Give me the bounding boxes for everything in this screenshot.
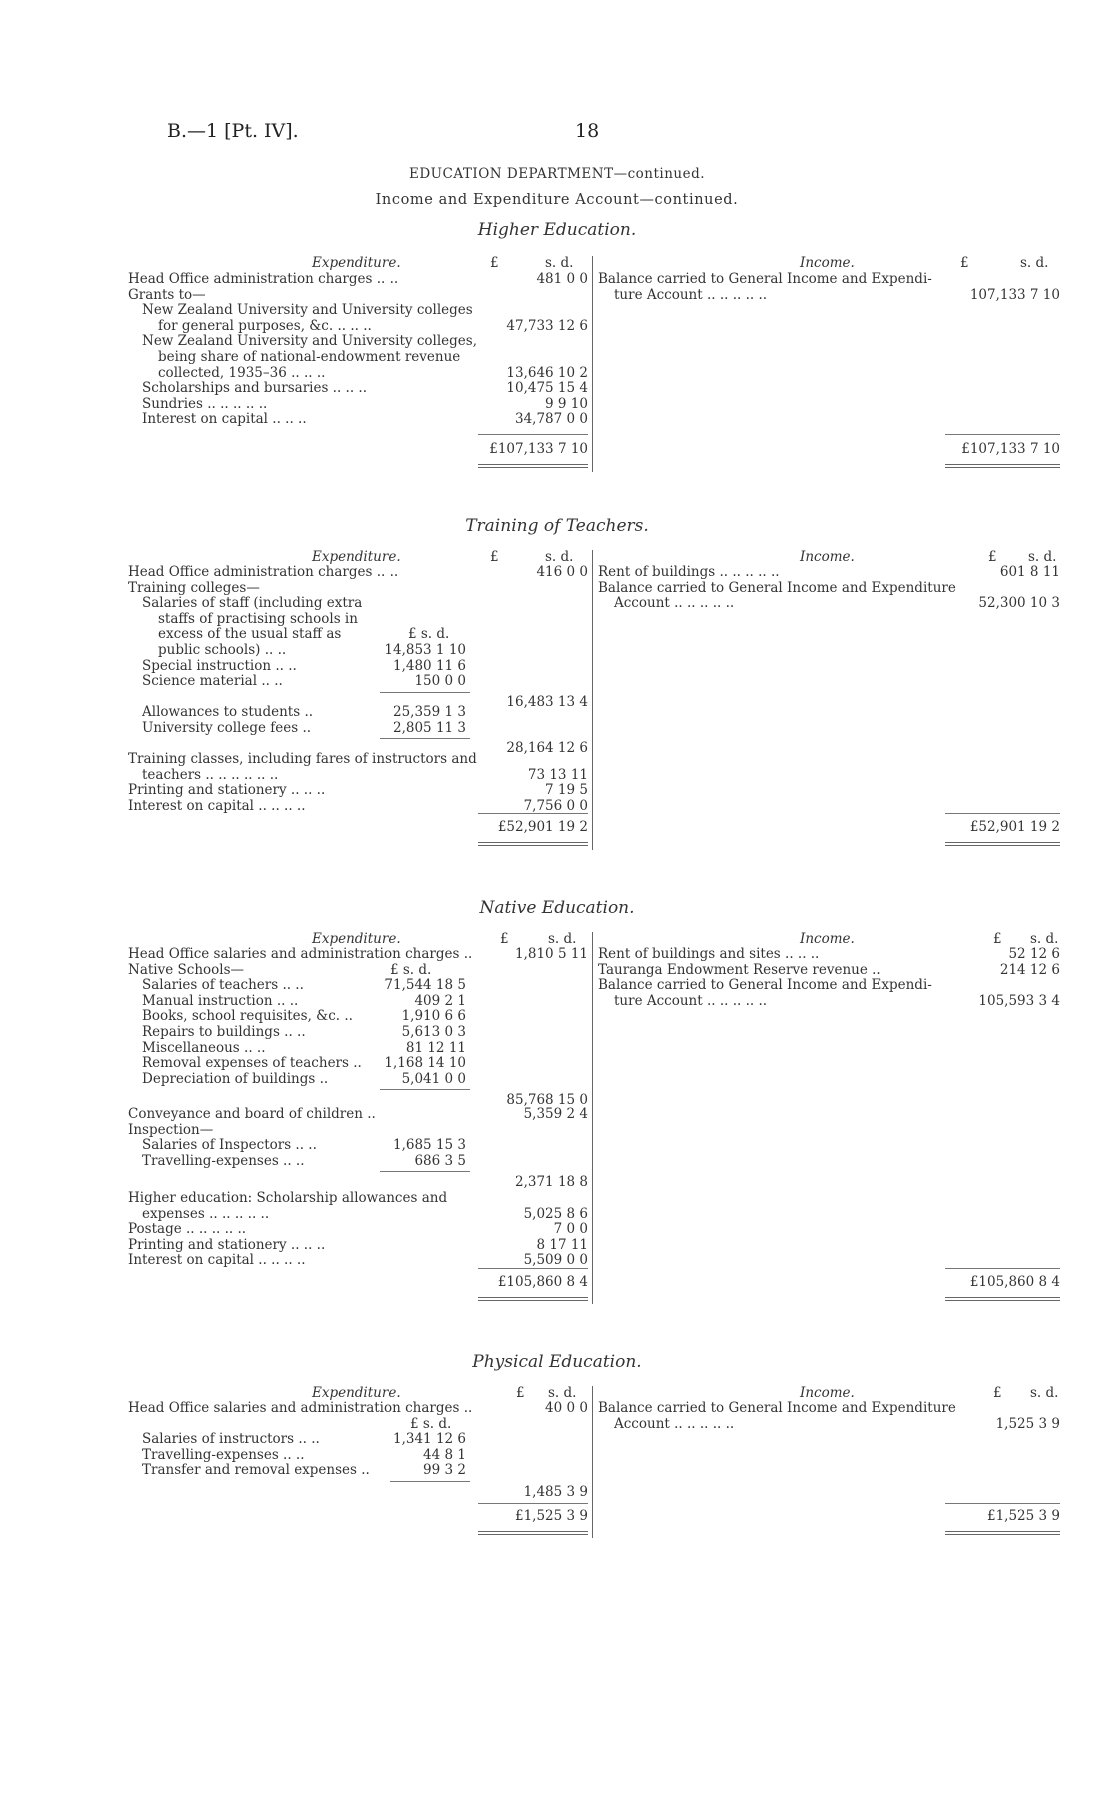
income-heading: Income. <box>800 549 855 565</box>
line-amount: 52 12 6 <box>1008 946 1060 962</box>
currency-sd: s. d. <box>548 1385 577 1401</box>
line-label: Books, school requisites, &c. .. <box>142 1008 353 1025</box>
line-amount: 1,910 6 6 <box>401 1008 466 1025</box>
line-label: Balance carried to General Income and Expendi- <box>598 977 932 994</box>
rule <box>945 1503 1060 1504</box>
expenditure-lines <box>128 565 588 825</box>
income-total: £1,525 3 9 <box>987 1508 1060 1524</box>
currency-pound: £ <box>490 549 499 565</box>
line-label: Native Schools— <box>128 961 245 978</box>
line-label: ture Account .. .. .. .. .. <box>614 286 768 303</box>
income-heading: Income. <box>800 1385 855 1401</box>
expenditure-lines <box>128 1401 588 1501</box>
line-amount: 47,733 12 6 <box>506 317 588 334</box>
line-amount: 71,544 18 5 <box>384 977 466 994</box>
line-label: Account .. .. .. .. .. <box>614 595 735 612</box>
line-label: Account .. .. .. .. .. <box>614 1415 735 1432</box>
line-label: excess of the usual staff as <box>158 626 342 643</box>
subtotal: 28,164 12 6 <box>506 740 588 756</box>
expenditure-heading: Expenditure. <box>312 255 401 271</box>
line-label: staffs of practising schools in <box>158 610 358 627</box>
line-label: Conveyance and board of children .. <box>128 1106 376 1122</box>
currency-pound: £ <box>516 1385 525 1401</box>
rule <box>380 692 470 693</box>
income-total: £52,901 19 2 <box>969 819 1060 835</box>
line-label: New Zealand University and University colleges, <box>142 333 477 350</box>
line-amount: 150 0 0 <box>414 673 466 690</box>
currency-sd: s. d. <box>1030 1385 1059 1401</box>
subtotal: 2,371 18 8 <box>515 1174 588 1190</box>
income-total: £107,133 7 10 <box>961 441 1060 457</box>
line-label: Travelling-expenses .. .. <box>142 1152 305 1169</box>
line-amount: 105,593 3 4 <box>978 992 1060 1009</box>
line-label: Training classes, including fares of instructors and <box>128 751 477 767</box>
line-label: collected, 1935–36 .. .. .. <box>158 364 326 381</box>
line-label: Printing and stationery .. .. .. <box>128 782 326 799</box>
line-amount: 5,613 0 3 <box>401 1024 466 1040</box>
line-amount: 5,509 0 0 <box>523 1252 588 1269</box>
line-label: Miscellaneous .. .. <box>142 1039 266 1056</box>
currency-pound: £ <box>993 931 1002 947</box>
double-rule <box>478 464 588 468</box>
double-rule <box>478 1531 588 1535</box>
line-label: Head Office salaries and administration charges .. <box>128 946 473 962</box>
line-label: public schools) .. .. <box>158 642 287 658</box>
line-amount: 73 13 11 <box>527 766 588 783</box>
line-label: Printing and stationery .. .. .. <box>128 1236 326 1253</box>
line-amount: 40 0 0 <box>545 1400 588 1416</box>
double-rule <box>945 1531 1060 1535</box>
line-label: Salaries of staff (including extra <box>142 595 363 612</box>
line-label: Balance carried to General Income and Expenditure <box>598 579 956 596</box>
line-label: Balance carried to General Income and Expendi- <box>598 271 932 287</box>
line-label: Head Office salaries and administration charges .. <box>128 1400 473 1416</box>
expenditure-lines <box>128 947 588 1267</box>
line-amount: 481 0 0 <box>536 271 588 287</box>
line-amount: 5,025 8 6 <box>523 1205 588 1222</box>
double-rule <box>945 842 1060 846</box>
line-label: Scholarships and bursaries .. .. .. <box>142 380 368 397</box>
line-amount: 2,805 11 3 <box>393 720 466 736</box>
line-label: Head Office administration charges .. .. <box>128 271 399 287</box>
income-heading: Income. <box>800 255 855 271</box>
double-rule <box>478 842 588 846</box>
line-label: New Zealand University and University colleges <box>142 302 473 319</box>
line-label: Interest on capital .. .. .. .. <box>128 1252 306 1269</box>
currency-sd: s. d. <box>1020 255 1049 271</box>
rule <box>945 1268 1060 1269</box>
line-label: Special instruction .. .. <box>142 657 297 674</box>
rule <box>380 738 470 739</box>
line-amount: 13,646 10 2 <box>506 364 588 381</box>
currency-sd: s. d. <box>545 549 574 565</box>
line-label: Salaries of teachers .. .. <box>142 977 304 994</box>
line-amount: 1,341 12 6 <box>393 1431 466 1448</box>
rule <box>478 434 588 435</box>
line-label: Grants to— <box>128 286 206 303</box>
rule <box>380 1171 470 1172</box>
column-divider <box>592 256 593 472</box>
line-label: Salaries of Inspectors .. .. <box>142 1137 317 1154</box>
section-title: Training of Teachers. <box>465 516 649 536</box>
line-label: Rent of buildings .. .. .. .. .. <box>598 564 780 580</box>
section-title: Native Education. <box>479 898 635 918</box>
currency-pound: £ <box>500 931 509 947</box>
line-label: being share of national-endowment revenue <box>158 349 461 365</box>
section-title: Higher Education. <box>477 220 637 240</box>
currency-sd: s. d. <box>1030 931 1059 947</box>
line-label: ture Account .. .. .. .. .. <box>614 992 768 1009</box>
column-divider <box>592 550 593 850</box>
line-label: Rent of buildings and sites .. .. .. <box>598 946 820 962</box>
currency-pound: £ <box>993 1385 1002 1401</box>
line-label: Sundries .. .. .. .. .. <box>142 395 268 412</box>
line-amount: 10,475 15 4 <box>506 380 588 397</box>
currency-pound: £ <box>960 255 969 271</box>
line-label: Postage .. .. .. .. .. <box>128 1221 247 1238</box>
rule <box>945 813 1060 814</box>
line-label: Allowances to students .. <box>142 704 314 721</box>
column-divider <box>592 1386 593 1538</box>
expenditure-heading: Expenditure. <box>312 1385 401 1401</box>
subtotal: 85,768 15 0 <box>506 1092 588 1108</box>
expenditure-total: £1,525 3 9 <box>515 1508 588 1524</box>
line-label: Removal expenses of teachers .. <box>142 1055 362 1072</box>
section-title: Physical Education. <box>472 1352 642 1372</box>
page-reference: B.—1 [Pt. IV]. <box>167 120 299 142</box>
line-label: Training colleges— <box>128 579 260 596</box>
expenditure-heading: Expenditure. <box>312 931 401 947</box>
double-rule <box>478 1297 588 1301</box>
currency-sd: s. d. <box>548 931 577 947</box>
line-amount: 1,168 14 10 <box>384 1055 466 1072</box>
line-label: for general purposes, &c. .. .. .. <box>158 317 372 334</box>
currency-pound: £ <box>490 255 499 271</box>
line-amount: 8 17 11 <box>536 1236 588 1253</box>
line-label: Interest on capital .. .. .. .. <box>128 797 306 814</box>
line-amount: 686 3 5 <box>414 1152 466 1169</box>
line-label: Head Office administration charges .. .. <box>128 564 399 580</box>
line-label: Interest on capital .. .. .. <box>142 411 307 428</box>
line-amount: 214 12 6 <box>999 961 1060 978</box>
rule <box>478 1268 588 1269</box>
line-amount: 1,685 15 3 <box>393 1137 466 1154</box>
subtotal: 1,485 3 9 <box>523 1484 588 1500</box>
expenditure-total: £52,901 19 2 <box>497 819 588 835</box>
double-rule <box>945 464 1060 468</box>
sub-currency: £ s. d. <box>408 626 450 643</box>
currency-sd: s. d. <box>545 255 574 271</box>
currency-sd: s. d. <box>1028 549 1057 565</box>
line-label: Manual instruction .. .. <box>142 992 299 1009</box>
currency-pound: £ <box>988 549 997 565</box>
line-amount: 52,300 10 3 <box>978 595 1060 612</box>
line-amount: 1,810 5 11 <box>515 946 588 962</box>
line-amount: 1,480 11 6 <box>393 657 466 674</box>
line-amount: 409 2 1 <box>414 992 466 1009</box>
line-amount: 5,359 2 4 <box>523 1106 588 1122</box>
expenditure-total: £105,860 8 4 <box>497 1274 588 1290</box>
line-amount: 601 8 11 <box>999 564 1060 580</box>
line-label: Travelling-expenses .. .. <box>142 1446 305 1463</box>
column-divider <box>592 932 593 1304</box>
line-label: Depreciation of buildings .. <box>142 1070 329 1087</box>
expenditure-heading: Expenditure. <box>312 549 401 565</box>
line-amount: 81 12 11 <box>405 1039 466 1056</box>
rule <box>380 1089 470 1090</box>
income-heading: Income. <box>800 931 855 947</box>
line-amount: 25,359 1 3 <box>393 704 466 721</box>
line-amount: 1,525 3 9 <box>995 1415 1060 1432</box>
line-label: Transfer and removal expenses .. <box>142 1462 370 1479</box>
page-number: 18 <box>575 120 600 142</box>
rule <box>478 813 588 814</box>
line-amount: 34,787 0 0 <box>515 411 588 428</box>
line-amount: 9 9 10 <box>545 395 588 412</box>
account-title: Income and Expenditure Account—continued. <box>375 192 739 208</box>
line-amount: 14,853 1 10 <box>384 642 466 658</box>
line-amount: 5,041 0 0 <box>401 1070 466 1087</box>
expenditure-total: £107,133 7 10 <box>489 441 588 457</box>
rule <box>390 1481 470 1482</box>
line-amount: 44 8 1 <box>423 1446 466 1463</box>
line-label: Higher education: Scholarship allowances and <box>128 1190 448 1206</box>
line-label: Tauranga Endowment Reserve revenue .. <box>598 961 881 978</box>
sub-currency: £ s. d. <box>390 961 432 978</box>
line-label: University college fees .. <box>142 720 312 736</box>
line-amount: 7 0 0 <box>553 1221 588 1238</box>
rule <box>478 1503 588 1504</box>
double-rule <box>945 1297 1060 1301</box>
line-label: Salaries of instructors .. .. <box>142 1431 320 1448</box>
line-label: teachers .. .. .. .. .. .. <box>142 766 279 783</box>
line-amount: 7,756 0 0 <box>523 797 588 814</box>
department-title: EDUCATION DEPARTMENT—continued. <box>408 166 706 182</box>
line-amount: 416 0 0 <box>536 564 588 580</box>
line-amount: 99 3 2 <box>423 1462 466 1479</box>
subtotal: 16,483 13 4 <box>506 694 588 710</box>
line-label: Repairs to buildings .. .. <box>142 1024 306 1040</box>
line-label: Balance carried to General Income and Expenditure <box>598 1400 956 1416</box>
line-label: Science material .. .. <box>142 673 283 690</box>
sub-currency: £ s. d. <box>410 1415 452 1432</box>
line-amount: 7 19 5 <box>545 782 588 799</box>
line-label: Inspection— <box>128 1121 214 1138</box>
line-amount: 107,133 7 10 <box>969 286 1060 303</box>
rule <box>945 434 1060 435</box>
line-label: expenses .. .. .. .. .. <box>142 1205 270 1222</box>
income-total: £105,860 8 4 <box>969 1274 1060 1290</box>
